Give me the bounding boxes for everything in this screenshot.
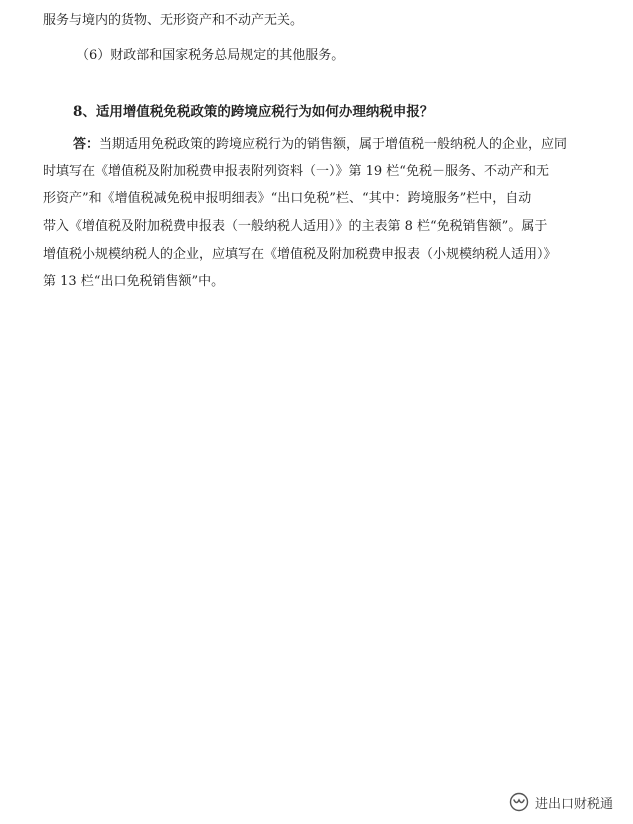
answer-label: 答： — [73, 137, 100, 152]
wechat-channel-icon — [509, 792, 529, 812]
answer-line-5: 增值税小规模纳税人的企业，应填写在《增值税及附加税费申报表（小规模纳税人适用）》 — [43, 247, 557, 262]
answer-line-3: 形资产”和《增值税减免税申报明细表》“出口免税”栏、“其中：跨境服务”栏中，自动 — [43, 191, 532, 206]
continuation-line: 服务与境内的货物、无形资产和不动产无关。 — [43, 13, 304, 28]
answer-line-6: 第 13 栏“出口免税销售额”中。 — [43, 274, 225, 289]
list-item-6: （6）财政部和国家税务总局规定的其他服务。 — [76, 48, 345, 63]
watermark — [509, 792, 613, 812]
answer-line-2: 时填写在《增值税及附加税费申报表附列资料（一）》第 19 栏“免税－服务、不动产和无 — [43, 164, 549, 179]
question-heading: 8、适用增值税免税政策的跨境应税行为如何办理纳税申报？ — [73, 104, 434, 120]
watermark-text: 进出口财税通 — [534, 796, 613, 812]
answer-line-4: 带入《增值税及附加税费申报表（一般纳税人适用）》的主表第 8 栏“免税销售额”。属于 — [43, 219, 548, 234]
answer-text: 当期适用免税政策的跨境应税行为的销售额，属于增值税一般纳税人的企业，应同 — [99, 137, 568, 152]
answer-line-1 — [73, 136, 567, 153]
